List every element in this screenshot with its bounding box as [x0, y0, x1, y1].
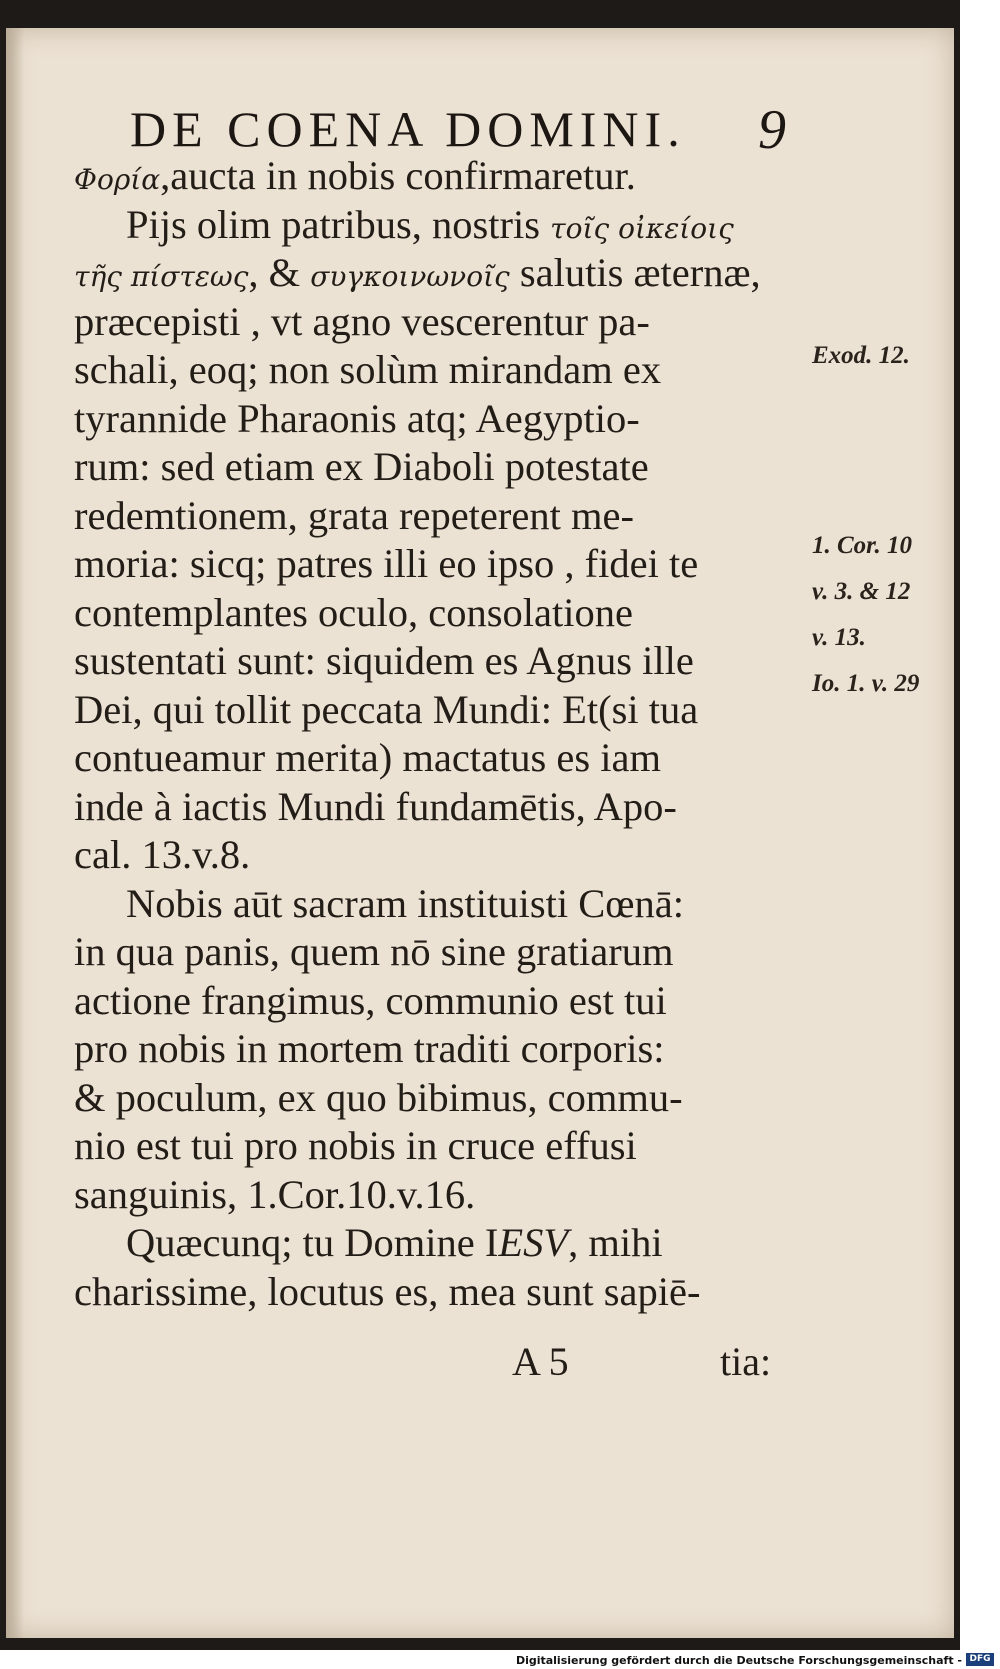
- line-text: , mihi: [568, 1220, 663, 1265]
- footer-credit: Digitalisierung gefördert durch die Deutsche Forschungsgemeinschaft -: [515, 1654, 962, 1667]
- greek-word: τοῖς οἰκείοις: [550, 211, 734, 245]
- text-line: Nobis aūt sacram instituisti Cœnā:: [126, 880, 684, 926]
- margin-note: v. 13.: [812, 624, 866, 651]
- text-line: actione frangimus, communio est tui: [74, 977, 667, 1023]
- text-line: schali, eoq; non solùm mirandam ex: [74, 347, 662, 392]
- italic-name: ESV: [498, 1220, 569, 1265]
- text-line: [74, 152, 804, 201]
- text-line: sanguinis, 1.Cor.10.v.16.: [74, 1171, 476, 1217]
- text-line: [74, 201, 804, 250]
- text-line: præcepisti , vt agno vescerentur pa-: [74, 298, 650, 344]
- text-line: contemplantes oculo, consolatione: [74, 589, 633, 635]
- line-text: Pijs olim patribus, nostris: [126, 201, 551, 247]
- line-text: ,aucta in nobis confirmaretur.: [160, 153, 636, 198]
- margin-note: v. 3. & 12: [812, 578, 911, 605]
- dfg-logo: DFG: [966, 1653, 994, 1666]
- text-line: & poculum, ex quo bibimus, commu-: [74, 1074, 683, 1120]
- text-line: [74, 1219, 804, 1268]
- text-line: [74, 249, 804, 298]
- text-line: sustentati sunt: siquidem es Agnus ille: [74, 638, 694, 683]
- line-text: Quæcunq; tu Domine I: [126, 1220, 499, 1265]
- greek-word: τῆς πίστεως: [74, 260, 249, 293]
- text-line: redemtionem, grata repeterent me-: [74, 492, 634, 538]
- signature-mark: A 5: [512, 1339, 569, 1384]
- page-number: 9: [758, 99, 786, 161]
- line-text: , &: [248, 250, 311, 295]
- catchword: tia:: [720, 1339, 772, 1384]
- text-line: nio est tui pro nobis in cruce effusi: [74, 1123, 637, 1168]
- text-line: contueamur merita) mactatus es iam: [74, 735, 662, 780]
- text-line: moria: sicq; patres illi eo ipso , fidei te: [74, 541, 699, 586]
- margin-note: Exod. 12.: [812, 342, 910, 369]
- text-line: in qua panis, quem nō sine gratiarum: [74, 929, 674, 974]
- text-line: charissime, locutus es, mea sunt sapiē-: [74, 1268, 701, 1314]
- text-line: tyrannide Pharaonis atq; Aegyptio-: [74, 395, 640, 441]
- greek-word: Φορία: [74, 163, 161, 196]
- margin-note: Io. 1. v. 29: [812, 670, 920, 697]
- text-line: inde à iactis Mundi fundamētis, Apo-: [74, 783, 677, 829]
- line-text: salutis æternæ,: [509, 250, 761, 295]
- text-line: rum: sed etiam ex Diaboli potestate: [74, 444, 649, 489]
- text-line: Dei, qui tollit peccata Mundi: Et(si tua: [74, 686, 699, 732]
- margin-note: 1. Cor. 10: [812, 532, 913, 559]
- running-head: DE COENA DOMINI.: [130, 101, 686, 157]
- body-text: [74, 152, 804, 1316]
- text-line: pro nobis in mortem traditi corporis:: [74, 1026, 665, 1071]
- text-line: cal. 13.v.8.: [74, 832, 251, 877]
- greek-word: συγκοινωνοῖς: [310, 260, 510, 293]
